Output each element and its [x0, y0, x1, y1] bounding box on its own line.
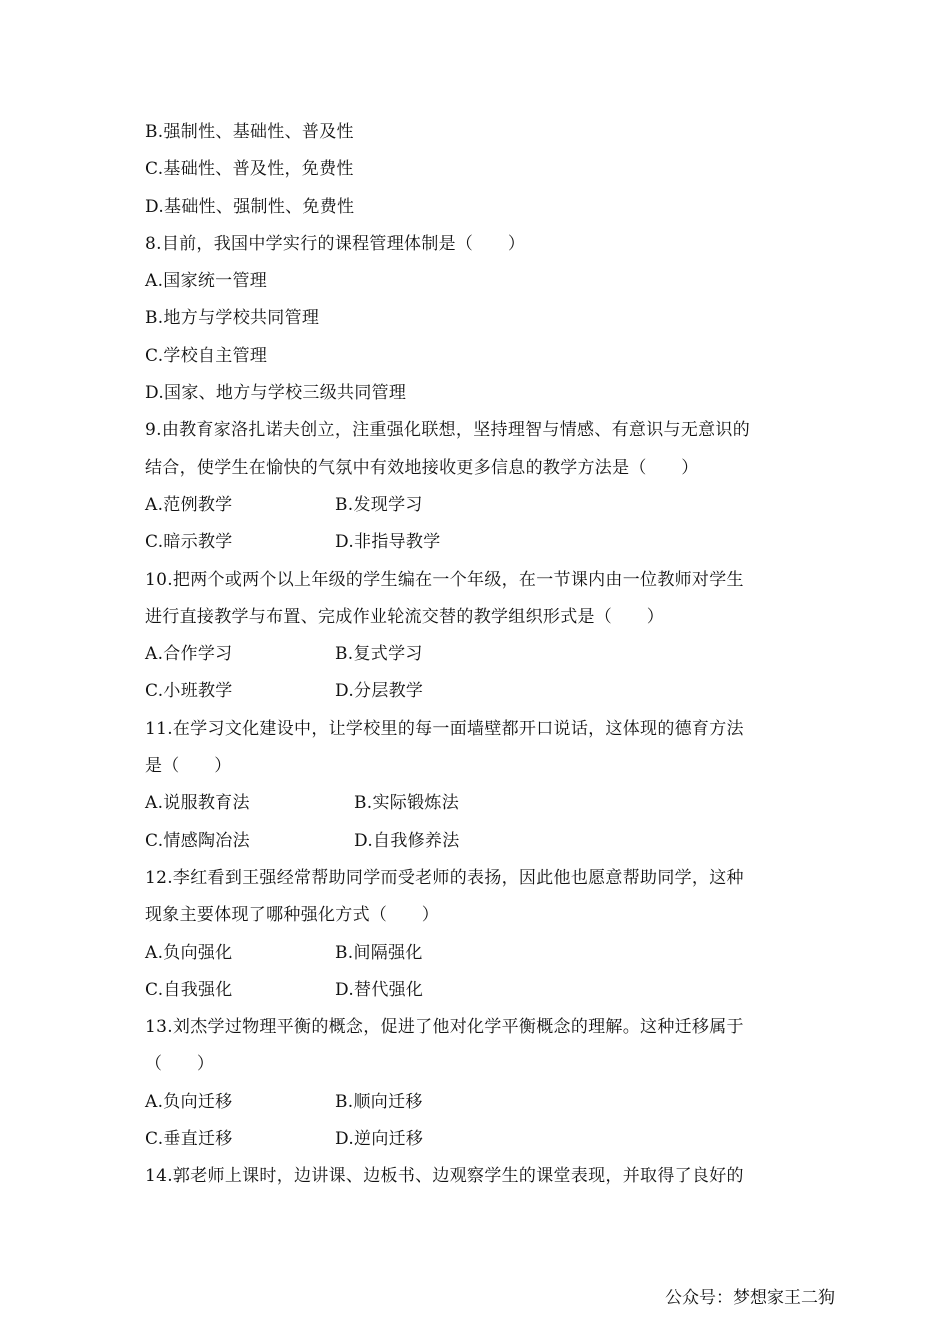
- q10-option-b: B.复式学习: [335, 644, 423, 665]
- q12-option-d: D.替代强化: [335, 979, 424, 1000]
- q11-option-d: D.自我修养法: [354, 830, 460, 851]
- q9-stem-line-2: 结合，使学生在愉快的气氛中有效地接收更多信息的教学方法是（ ）: [145, 457, 699, 478]
- footer-watermark: 公众号：梦想家王二狗: [665, 1288, 835, 1308]
- q9-option-c: C.暗示教学: [145, 532, 233, 553]
- q10-stem-line-1: 10.把两个或两个以上年级的学生编在一个年级，在一节课内由一位教师对学生: [145, 569, 744, 590]
- q10-stem-line-2: 进行直接教学与布置、完成作业轮流交替的教学组织形式是（ ）: [145, 606, 664, 627]
- q7-option-b: B.强制性、基础性、普及性: [145, 122, 354, 142]
- q9-stem-line-1: 9.由教育家洛扎诺夫创立，注重强化联想，坚持理智与情感、有意识与无意识的: [145, 420, 751, 441]
- q12-options-row-2: [145, 972, 815, 1009]
- q10-options-row-1: [145, 636, 815, 673]
- q8-option-d: D.国家、地方与学校三级共同管理: [145, 383, 407, 404]
- q8-stem: 8.目前，我国中学实行的课程管理体制是（ ）: [145, 233, 526, 254]
- q9-options-row-2: [145, 524, 815, 561]
- q11-options-row-2: [145, 823, 815, 860]
- q9-option-d: D.非指导教学: [335, 532, 441, 553]
- q8-option-c: C.学校自主管理: [145, 345, 268, 366]
- q11-option-c: C.情感陶冶法: [145, 830, 250, 851]
- q7-option-c: C.基础性、普及性，免费性: [145, 159, 354, 180]
- q14-stem-line-1: 14.郭老师上课时，边讲课、边板书、边观察学生的课堂表现，并取得了良好的: [145, 1166, 744, 1187]
- q9-options-row-1: [145, 487, 815, 524]
- q11-option-b: B.实际锻炼法: [354, 793, 459, 814]
- q13-option-a: A.负向迁移: [145, 1091, 233, 1112]
- q13-option-d: D.逆向迁移: [335, 1129, 424, 1150]
- q12-option-c: C.自我强化: [145, 979, 233, 1000]
- exam-content: [145, 114, 815, 1196]
- q12-stem-line-2: 现象主要体现了哪种强化方式（ ）: [145, 905, 440, 926]
- q12-stem-line-1: 12.李红看到王强经常帮助同学而受老师的表扬，因此他也愿意帮助同学，这种: [145, 867, 744, 888]
- q11-option-a: A.说服教育法: [145, 793, 250, 814]
- q8-option-b: B.地方与学校共同管理: [145, 308, 320, 329]
- q9-option-a: A.范例教学: [145, 494, 233, 515]
- q11-stem-line-1: 11.在学习文化建设中，让学校里的每一面墙壁都开口说话，这体现的德育方法: [145, 718, 744, 739]
- q12-option-a: A.负向强化: [145, 942, 233, 963]
- q10-option-d: D.分层教学: [335, 681, 424, 702]
- q9-option-b: B.发现学习: [335, 494, 423, 515]
- q8-option-a: A.国家统一管理: [145, 271, 268, 292]
- q10-option-a: A.合作学习: [145, 644, 233, 665]
- q12-options-row-1: [145, 935, 815, 972]
- q13-stem-line-2: （ ）: [145, 1054, 215, 1075]
- q13-stem-line-1: 13.刘杰学过物理平衡的概念，促进了他对化学平衡概念的理解。这种迁移属于: [145, 1017, 744, 1038]
- q13-option-c: C.垂直迁移: [145, 1129, 233, 1150]
- q13-options-row-2: [145, 1121, 815, 1158]
- q13-options-row-1: [145, 1084, 815, 1121]
- q13-option-b: B.顺向迁移: [335, 1091, 423, 1112]
- q12-option-b: B.间隔强化: [335, 942, 423, 963]
- q10-option-c: C.小班教学: [145, 681, 233, 702]
- q11-stem-line-2: 是（ ）: [145, 756, 232, 777]
- q11-options-row-1: [145, 785, 815, 822]
- q7-option-d: D.基础性、强制性、免费性: [145, 196, 355, 217]
- q10-options-row-2: [145, 673, 815, 710]
